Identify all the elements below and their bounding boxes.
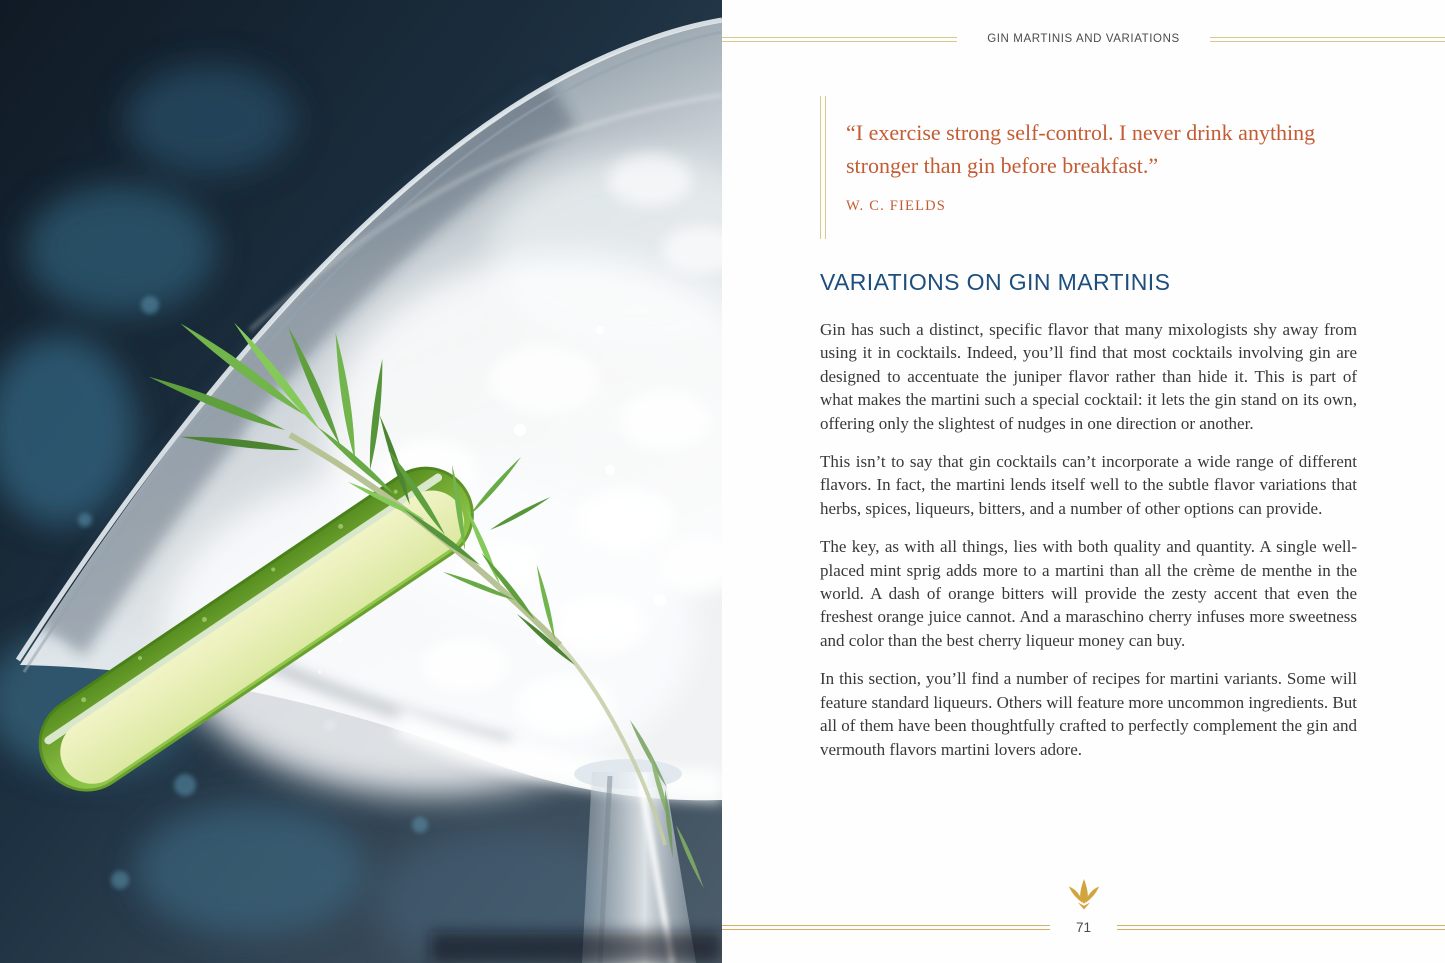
section-heading: VARIATIONS ON GIN MARTINIS xyxy=(820,269,1171,295)
footer-rule-left xyxy=(722,925,1050,930)
epigraph-quote xyxy=(820,96,1357,239)
folio-row xyxy=(722,920,1445,935)
quote-attribution: W. C. FIELDS xyxy=(846,198,947,214)
fleur-ornament-icon xyxy=(722,878,1445,910)
body-paragraph: The key, as with all things, lies with both quality and quantity. A single well-placed mint sprig adds more to a martini than all the crème de menthe in the world. A dash of orange bitters will provide the zesty accent that even the freshest orange juice cannot. And a maraschino cherry infuses more sweetness and color than the best cherry liqueur money can buy. xyxy=(820,537,1357,650)
footer-rule-right xyxy=(1117,925,1445,930)
body-paragraph: This isn’t to say that gin cocktails can’t incorporate a wide range of different flavors. In fact, the martini lends itself well to the subtle flavor variations that herbs, spices, liqueurs, bitters, and a number of other options can provide. xyxy=(820,452,1357,518)
page-content xyxy=(722,0,1445,776)
running-header xyxy=(722,33,1445,45)
body-paragraph: In this section, you’ll find a number of recipes for martini variants. Some will feature standard liqueurs. Others will feature more uncommon ingredients. But all of them have been thoughtfully crafted to perfectly complement the gin and vermouth flavors martini lovers adore. xyxy=(820,669,1357,759)
header-rule-left xyxy=(722,37,957,42)
page-footer xyxy=(722,878,1445,963)
text-page xyxy=(722,0,1445,963)
body-paragraph: Gin has such a distinct, specific flavor that many mixologists shy away from using it in cocktails. Indeed, you’ll find that most cocktails involving gin are designed to accentuate the juniper flavor rather than hide it. This is part of what makes the martini such a special cocktail: it lets the gin stand on its own, offering only the slightest of nudges in one direction or another. xyxy=(820,320,1357,433)
cocktail-photo xyxy=(0,0,722,963)
quote-text: “I exercise strong self-control. I never drink anything stronger than gin before breakfast.” xyxy=(846,120,1316,178)
header-rule-right xyxy=(1210,37,1445,42)
photo-page xyxy=(0,0,722,963)
page-number: 71 xyxy=(1075,920,1092,935)
running-header-title: GIN MARTINIS AND VARIATIONS xyxy=(987,33,1180,45)
